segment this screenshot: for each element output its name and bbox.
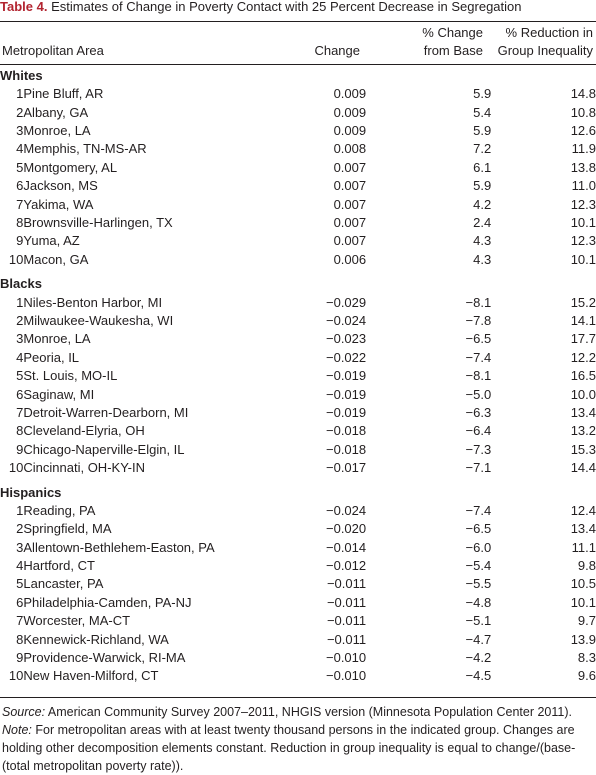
pct-change-cell: −5.0: [465, 386, 492, 402]
change-cell: −0.018: [326, 441, 367, 457]
table-row: [0, 539, 596, 557]
reduction-cell: 12.4: [570, 503, 596, 519]
table-row: [0, 502, 596, 520]
reduction-cell: 10.8: [570, 104, 596, 120]
change-cell: 0.008: [333, 141, 367, 157]
area-cell: Cincinnati, OH-KY-IN: [23, 459, 146, 475]
reduction-cell: 14.4: [570, 459, 596, 475]
rank-cell: 1: [16, 503, 24, 519]
rank-cell: 10: [8, 251, 24, 267]
table-row: [0, 330, 596, 348]
table-row: [0, 575, 596, 593]
pct-change-cell: 5.9: [473, 178, 492, 194]
change-cell: −0.018: [326, 423, 367, 439]
pct-change-cell: −7.1: [465, 459, 492, 475]
group-header-row: [0, 67, 596, 85]
rank-cell: 5: [16, 368, 24, 384]
reduction-cell: 17.7: [570, 331, 596, 347]
rank-cell: 4: [16, 558, 24, 574]
pct-change-cell: −6.4: [465, 423, 492, 439]
reduction-cell: 15.3: [570, 441, 596, 457]
area-cell: Montgomery, AL: [23, 159, 118, 175]
area-cell: Yakima, WA: [23, 196, 94, 212]
table-row: [0, 122, 596, 140]
pct-change-cell: −4.5: [465, 668, 492, 684]
header-pct-change-line2: from Base: [423, 43, 483, 58]
pct-change-cell: 7.2: [473, 141, 492, 157]
change-cell: −0.019: [326, 386, 367, 402]
area-cell: Milwaukee-Waukesha, WI: [23, 313, 174, 329]
change-cell: 0.007: [333, 233, 367, 249]
reduction-cell: 10.0: [570, 386, 596, 402]
rank-cell: 6: [16, 594, 24, 610]
change-cell: −0.024: [326, 313, 367, 329]
area-cell: Philadelphia-Camden, PA-NJ: [23, 594, 192, 610]
reduction-cell: 11.1: [571, 539, 596, 555]
rank-cell: 7: [16, 196, 24, 212]
table-row: [0, 386, 596, 404]
change-cell: −0.024: [326, 503, 367, 519]
table-row: [0, 104, 596, 122]
pct-change-cell: −6.3: [465, 404, 492, 420]
pct-change-cell: −4.7: [465, 631, 492, 647]
area-cell: Yuma, AZ: [23, 233, 80, 249]
table-row: [0, 159, 596, 177]
table-row: [0, 85, 596, 103]
area-cell: Cleveland-Elyria, OH: [23, 423, 145, 439]
note-text: For metropolitan areas with at least twenty thousand persons in the indicated group. Changes are holding other decomposition elements constant. Reduction in group inequality is equal to change/(base-(total metropolitan poverty rate)).: [2, 723, 576, 773]
table-row: [0, 520, 596, 538]
source-text: American Community Survey 2007–2011, NHGIS version (Minnesota Population Center 2011).: [45, 705, 572, 719]
change-cell: 0.006: [333, 251, 367, 267]
change-cell: 0.009: [333, 86, 367, 102]
pct-change-cell: −6.5: [465, 331, 492, 347]
area-cell: New Haven-Milford, CT: [23, 668, 159, 684]
pct-change-cell: −5.4: [465, 558, 492, 574]
reduction-cell: 16.5: [570, 368, 596, 384]
change-cell: 0.009: [333, 104, 367, 120]
reduction-cell: 13.2: [570, 423, 596, 439]
rank-cell: 3: [16, 123, 24, 139]
table-row: [0, 612, 596, 630]
table-row: [0, 177, 596, 195]
reduction-cell: 13.4: [570, 404, 596, 420]
group-header-row: [0, 275, 596, 293]
rank-cell: 5: [16, 159, 24, 175]
change-cell: −0.023: [326, 331, 367, 347]
table-row: [0, 232, 596, 250]
area-cell: Monroe, LA: [23, 331, 91, 347]
area-cell: Lancaster, PA: [23, 576, 104, 592]
rank-cell: 3: [16, 539, 24, 555]
reduction-cell: 12.2: [570, 349, 596, 365]
top-rule: [0, 21, 596, 22]
reduction-cell: 12.3: [570, 233, 596, 249]
rank-cell: 9: [16, 649, 24, 665]
change-cell: −0.011: [326, 576, 367, 592]
rank-cell: 6: [16, 178, 24, 194]
reduction-cell: 13.4: [570, 521, 596, 537]
header-reduction-line1: % Reduction in: [505, 25, 593, 40]
reduction-cell: 11.9: [571, 141, 596, 157]
pct-change-cell: −6.0: [465, 539, 492, 555]
reduction-cell: 11.0: [571, 178, 596, 194]
area-cell: Reading, PA: [23, 503, 96, 519]
area-cell: Niles-Benton Harbor, MI: [23, 294, 163, 310]
reduction-cell: 13.8: [570, 159, 596, 175]
change-cell: −0.014: [326, 539, 367, 555]
table-row: [0, 140, 596, 158]
table-number: Table 4.: [0, 0, 48, 14]
pct-change-cell: 4.3: [473, 233, 492, 249]
rank-cell: 4: [16, 141, 24, 157]
area-cell: Detroit-Warren-Dearborn, MI: [23, 404, 189, 420]
table-caption: Estimates of Change in Poverty Contact with 25 Percent Decrease in Segregation: [47, 0, 522, 14]
rank-cell: 6: [16, 386, 24, 402]
table-row: [0, 349, 596, 367]
table-row: [0, 631, 596, 649]
table-row: [0, 594, 596, 612]
rank-cell: 1: [16, 86, 24, 102]
area-cell: Jackson, MS: [23, 178, 98, 194]
source-label: Source:: [2, 705, 46, 719]
change-cell: −0.012: [326, 558, 367, 574]
area-cell: Brownsville-Harlingen, TX: [23, 214, 173, 230]
reduction-cell: 10.1: [570, 214, 596, 230]
reduction-cell: 14.1: [570, 313, 596, 329]
change-cell: 0.007: [333, 178, 367, 194]
change-cell: 0.007: [333, 214, 367, 230]
pct-change-cell: −8.1: [465, 294, 492, 310]
area-cell: Springfield, MA: [23, 521, 112, 537]
change-cell: −0.019: [326, 404, 367, 420]
pct-change-cell: 6.1: [473, 159, 492, 175]
area-cell: Albany, GA: [23, 104, 89, 120]
area-cell: Hartford, CT: [23, 558, 95, 574]
pct-change-cell: 5.9: [473, 123, 492, 139]
pct-change-cell: 5.9: [473, 86, 492, 102]
group-header-row: [0, 484, 596, 502]
table-row: [0, 312, 596, 330]
area-cell: Pine Bluff, AR: [23, 86, 104, 102]
pct-change-cell: −5.1: [465, 613, 492, 629]
pct-change-cell: −8.1: [465, 368, 492, 384]
change-cell: −0.020: [326, 521, 367, 537]
source-note: [2, 703, 594, 721]
pct-change-cell: −7.4: [465, 349, 492, 365]
change-cell: −0.010: [326, 649, 367, 665]
table-row: [0, 667, 596, 685]
table-row: [0, 214, 596, 232]
change-cell: −0.011: [326, 594, 367, 610]
group-label: Hispanics: [0, 484, 62, 500]
rank-cell: 5: [16, 576, 24, 592]
reduction-cell: 9.7: [577, 613, 596, 629]
change-cell: −0.011: [326, 613, 367, 629]
area-cell: St. Louis, MO-IL: [23, 368, 118, 384]
change-cell: 0.007: [333, 159, 367, 175]
table-title: [0, 0, 596, 20]
table-row: [0, 557, 596, 575]
pct-change-cell: 4.3: [473, 251, 492, 267]
rank-cell: 7: [16, 613, 24, 629]
rank-cell: 2: [16, 521, 24, 537]
pct-change-cell: −4.2: [465, 649, 492, 665]
change-cell: −0.010: [326, 668, 367, 684]
rank-cell: 7: [16, 404, 24, 420]
table-row: [0, 251, 596, 269]
reduction-cell: 10.1: [570, 594, 596, 610]
reduction-cell: 12.6: [570, 123, 596, 139]
table-row: [0, 367, 596, 385]
area-cell: Saginaw, MI: [23, 386, 95, 402]
table-row: [0, 649, 596, 667]
rank-cell: 2: [16, 104, 24, 120]
change-cell: −0.011: [326, 631, 367, 647]
rank-cell: 10: [8, 459, 24, 475]
header-reduction-line2: Group Inequality: [497, 43, 593, 58]
note-label: Note:: [2, 723, 32, 737]
rank-cell: 9: [16, 233, 24, 249]
bottom-rule: [0, 697, 596, 698]
general-note: [2, 721, 594, 775]
pct-change-cell: −4.8: [465, 594, 492, 610]
area-cell: Allentown-Bethlehem-Easton, PA: [23, 539, 215, 555]
rank-cell: 2: [16, 313, 24, 329]
area-cell: Monroe, LA: [23, 123, 91, 139]
area-cell: Macon, GA: [23, 251, 89, 267]
area-cell: Providence-Warwick, RI-MA: [23, 649, 186, 665]
table-row: [0, 196, 596, 214]
pct-change-cell: −7.3: [465, 441, 492, 457]
area-cell: Peoria, IL: [23, 349, 80, 365]
area-cell: Memphis, TN-MS-AR: [23, 141, 147, 157]
table-notes: [2, 703, 594, 775]
pct-change-cell: 2.4: [473, 214, 492, 230]
rank-cell: 9: [16, 441, 24, 457]
rank-cell: 8: [16, 214, 24, 230]
group-label: Whites: [0, 68, 43, 83]
pct-change-cell: −7.8: [465, 313, 492, 329]
change-cell: −0.022: [326, 349, 367, 365]
reduction-cell: 12.3: [570, 196, 596, 212]
area-cell: Kennewick-Richland, WA: [23, 631, 169, 647]
header-pct-change-line1: % Change: [422, 25, 483, 40]
reduction-cell: 8.3: [577, 649, 596, 665]
reduction-cell: 9.8: [577, 558, 596, 574]
area-cell: Chicago-Naperville-Elgin, IL: [23, 441, 185, 457]
pct-change-cell: 4.2: [473, 196, 492, 212]
table-row: [0, 404, 596, 422]
pct-change-cell: −7.4: [465, 503, 492, 519]
table-row: [0, 294, 596, 312]
group-label: Blacks: [0, 276, 42, 292]
rank-cell: 1: [16, 294, 24, 310]
rank-cell: 4: [16, 349, 24, 365]
change-cell: −0.019: [326, 368, 367, 384]
rank-cell: 8: [16, 631, 24, 647]
area-cell: Worcester, MA-CT: [23, 613, 131, 629]
pct-change-cell: −5.5: [465, 576, 492, 592]
pct-change-cell: −6.5: [465, 521, 492, 537]
table-row: [0, 459, 596, 477]
change-cell: −0.017: [326, 459, 367, 475]
rank-cell: 3: [16, 331, 24, 347]
change-cell: 0.009: [333, 123, 367, 139]
table-row: [0, 422, 596, 440]
header-rule: [0, 64, 596, 65]
pct-change-cell: 5.4: [473, 104, 492, 120]
table-row: [0, 441, 596, 459]
data-table: [0, 67, 596, 686]
reduction-cell: 9.6: [577, 668, 596, 684]
change-cell: −0.029: [326, 294, 367, 310]
reduction-cell: 10.5: [570, 576, 596, 592]
change-cell: 0.007: [333, 196, 367, 212]
reduction-cell: 10.1: [570, 251, 596, 267]
header-change: Change: [314, 43, 360, 58]
reduction-cell: 13.9: [570, 631, 596, 647]
reduction-cell: 15.2: [570, 294, 596, 310]
header-area: Metropolitan Area: [2, 43, 104, 58]
rank-cell: 10: [8, 668, 24, 684]
rank-cell: 8: [16, 423, 24, 439]
reduction-cell: 14.8: [570, 86, 596, 102]
